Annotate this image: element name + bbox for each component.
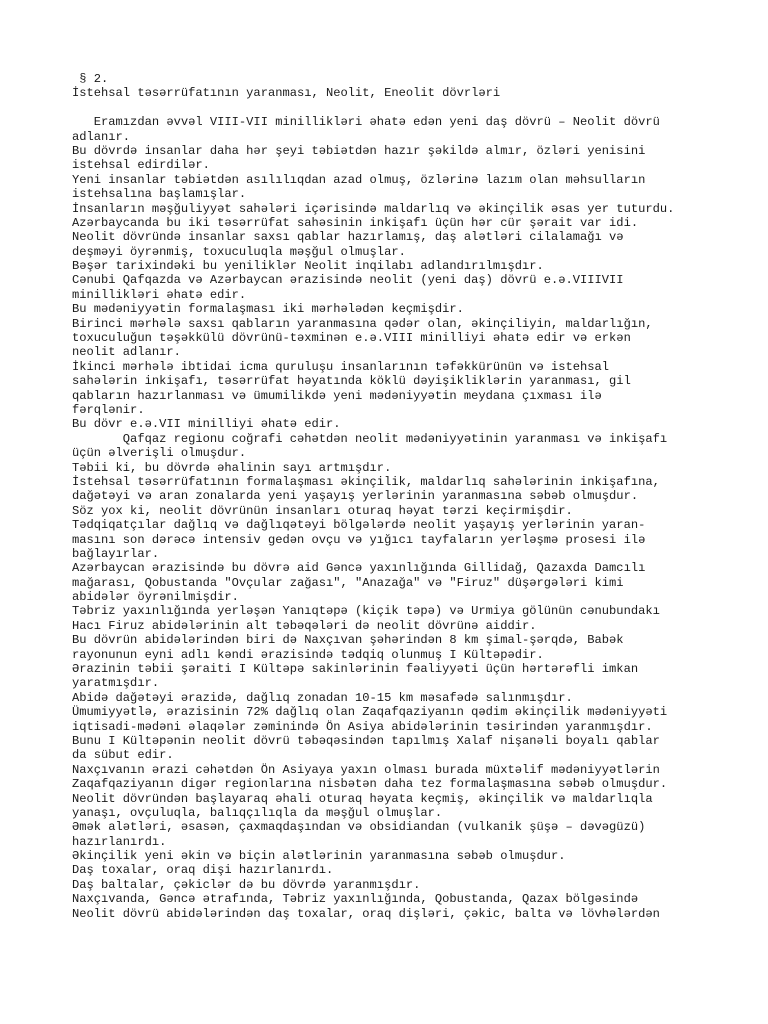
text-line: Bunu I Kültəpənin neolit dövrü təbəqəsindən tapılmış Xalaf nişanəli boyalı qablar	[72, 733, 660, 748]
text-line: istehsal edirdilər.	[72, 158, 210, 173]
text-line: Əkinçilik yeni əkin və biçin alətlərinin yaranmasına səbəb olmuşdur.	[72, 849, 566, 864]
text-line: istehsalına başlamışlar.	[72, 187, 247, 202]
text-line: Təbii ki, bu dövrdə əhalinin sayı artmışdır.	[72, 460, 392, 475]
text-line: Zaqafqaziyanın digər regionlarına nisbətən daha tez formalaşmasına səbəb olmuşdur.	[72, 777, 668, 792]
text-line: Bu dövrdə insanlar daha hər şeyi təbiətdən hazır şəkildə almır, özləri yenisini	[72, 143, 646, 158]
text-line: minillikləri əhatə edir.	[72, 287, 247, 302]
text-line: Naxçıvanda, Gəncə ətrafında, Təbriz yaxınlığında, Qobustanda, Qazax bölgəsində	[72, 892, 639, 907]
text-line: Birinci mərhələ saxsı qabların yaranmasına qədər olan, əkinçiliyin, maldarlığın,	[72, 316, 653, 331]
text-line: Hacı Firuz abidələrinin alt təbəqələri də neolit dövrünə aiddir.	[72, 618, 537, 633]
text-line: Eramızdan əvvəl VIII-VII minillikləri əhatə edən yeni daş dövrü – Neolit dövrü	[72, 115, 660, 130]
text-line: Daş baltalar, çəkiclər də bu dövrdə yaranmışdır.	[72, 877, 421, 892]
text-line: Əmək alətləri, əsasən, çaxmaqdaşından və obsidiandan (vulkanik şüşə – dəvəgüzü)	[72, 820, 646, 835]
text-line: üçün əlverişli olmuşdur.	[72, 446, 247, 461]
text-line: Cənubi Qafqazda və Azərbaycan ərazisində neolit (yeni daş) dövrü e.ə.VIIIVII	[72, 273, 624, 288]
text-line: Tədqiqatçılar dağlıq və dağlıqətəyi bölgələrdə neolit yaşayış yerlərinin yaran-	[72, 518, 646, 533]
text-line: hazırlanırdı.	[72, 834, 167, 849]
text-line: neolit adlanır.	[72, 345, 181, 360]
text-line: Bu mədəniyyətin formalaşması iki mərhələdən keçmişdir.	[72, 302, 464, 317]
text-line: Bu dövr e.ə.VII minilliyi əhatə edir.	[72, 417, 341, 432]
text-line: rayonunun eyni adlı kəndi ərazisində tədqiq olunmuş I Kültəpədir.	[72, 647, 544, 662]
text-line: Azərbaycanda bu iki təsərrüfat sahəsinin inkişafı üçün hər cür şərait var idi.	[72, 215, 639, 230]
text-line: Söz yox ki, neolit dövrünün insanları oturaq həyat tərzi keçirmişdir.	[72, 503, 573, 518]
body-text	[72, 115, 752, 921]
section-number: § 2.	[72, 72, 109, 86]
text-line: Naxçıvanın ərazi cəhətdən Ön Asiyaya yaxın olması burada müxtəlif mədəniyyətlərin	[72, 762, 660, 777]
text-line: dağətəyi və aran zonalarda yeni yaşayış yerlərinin yaranmasına səbəb olmuşdur.	[72, 489, 639, 504]
text-line: Ərazinin təbii şəraiti I Kültəpə sakinlərinin fəaliyyəti üçün hərtərəfli imkan	[72, 662, 639, 677]
text-line: qabların hazırlanması və ümumilikdə yeni mədəniyyətin meydana çıxması ilə	[72, 388, 602, 403]
section-title: İstehsal təsərrüfatının yaranması, Neolit, Eneolit dövrləri	[72, 86, 501, 101]
text-line: İnsanların məşğuliyyət sahələri içərisində maldarlıq və əkinçilik əsas yer tuturdu.	[72, 201, 675, 216]
text-line: Qafqaz regionu coğrafi cəhətdən neolit mədəniyyətinin yaranması və inkişafı	[72, 431, 668, 446]
text-line: Abidə dağətəyi ərazidə, dağlıq zonadan 10-15 km məsafədə salınmışdır.	[72, 690, 573, 705]
text-line: Neolit dövrü abidələrindən daş toxalar, oraq dişləri, çəkic, balta və lövhələrdən	[72, 906, 660, 921]
text-line: masını son dərəcə intensiv gedən ovçu və yığıcı tayfaların yerləşmə prosesi ilə	[72, 532, 646, 547]
text-line: abidələr öyrənilmişdir.	[72, 590, 239, 605]
text-line: iqtisadi-mədəni əlaqələr zəminində Ön Asiya abidələrinin təsirindən yaranmışdır.	[72, 719, 653, 734]
text-line: mağarası, Qobustanda "Ovçular zağası", "Anazağa" və "Firuz" düşərgələri kimi	[72, 575, 624, 590]
text-line: Ümumiyyətlə, ərazisinin 72% dağlıq olan Zaqafqaziyanın qədim əkinçilik mədəniyyəti	[72, 705, 668, 720]
text-line: İkinci mərhələ ibtidai icma quruluşu insanlarının təfəkkürünün və istehsal	[72, 359, 610, 374]
text-line: Azərbaycan ərazisində bu dövrə aid Gəncə yaxınlığında Gillidağ, Qazaxda Damcılı	[72, 561, 646, 576]
text-line: yanaşı, ovçuluqla, balıqçılıqla da məşğul olmuşlar.	[72, 805, 443, 820]
blank-line	[72, 101, 752, 115]
text-line: Bəşər tarixindəki bu yeniliklər Neolit inqilabı adlandırılmışdır.	[72, 259, 544, 274]
text-line: adlanır.	[72, 129, 131, 144]
text-line: deşməyi öyrənmiş, toxuculuqla məşğul olmuşlar.	[72, 244, 406, 259]
text-line: toxuculuğun təşəkkülü dövrünü-təxminən e.ə.VIII minilliyi əhatə edir və erkən	[72, 331, 631, 346]
text-line: Təbriz yaxınlığında yerləşən Yanıqtəpə (kiçik təpə) və Urmiya gölünün cənubundakı	[72, 604, 660, 619]
text-line: Yeni insanlar təbiətdən asılılıqdan azad olmuş, özlərinə lazım olan məhsulların	[72, 172, 646, 187]
text-line: Bu dövrün abidələrindən biri də Naxçıvan şəhərindən 8 km şimal-şərqdə, Babək	[72, 633, 624, 648]
text-line: da sübut edir.	[72, 748, 174, 763]
text-line: yaratmışdır.	[72, 676, 160, 691]
text-line: Neolit dövründə insanlar saxsı qablar hazırlamış, daş alətləri cilalamağı və	[72, 230, 624, 245]
text-line: bağlayırlar.	[72, 546, 160, 561]
text-line: fərqlənir.	[72, 402, 145, 417]
text-line: Neolit dövründən başlayaraq əhali oturaq həyata keçmiş, əkinçilik və maldarlıqla	[72, 791, 653, 806]
text-line: sahələrin inkişafı, təsərrüfat həyatında köklü dəyişikliklərin yaranması, gil	[72, 374, 631, 389]
text-line: İstehsal təsərrüfatının formalaşması əkinçilik, maldarlıq sahələrinin inkişafına,	[72, 474, 660, 489]
text-line: Daş toxalar, oraq dişi hazırlanırdı.	[72, 863, 334, 878]
document-page	[72, 72, 752, 921]
